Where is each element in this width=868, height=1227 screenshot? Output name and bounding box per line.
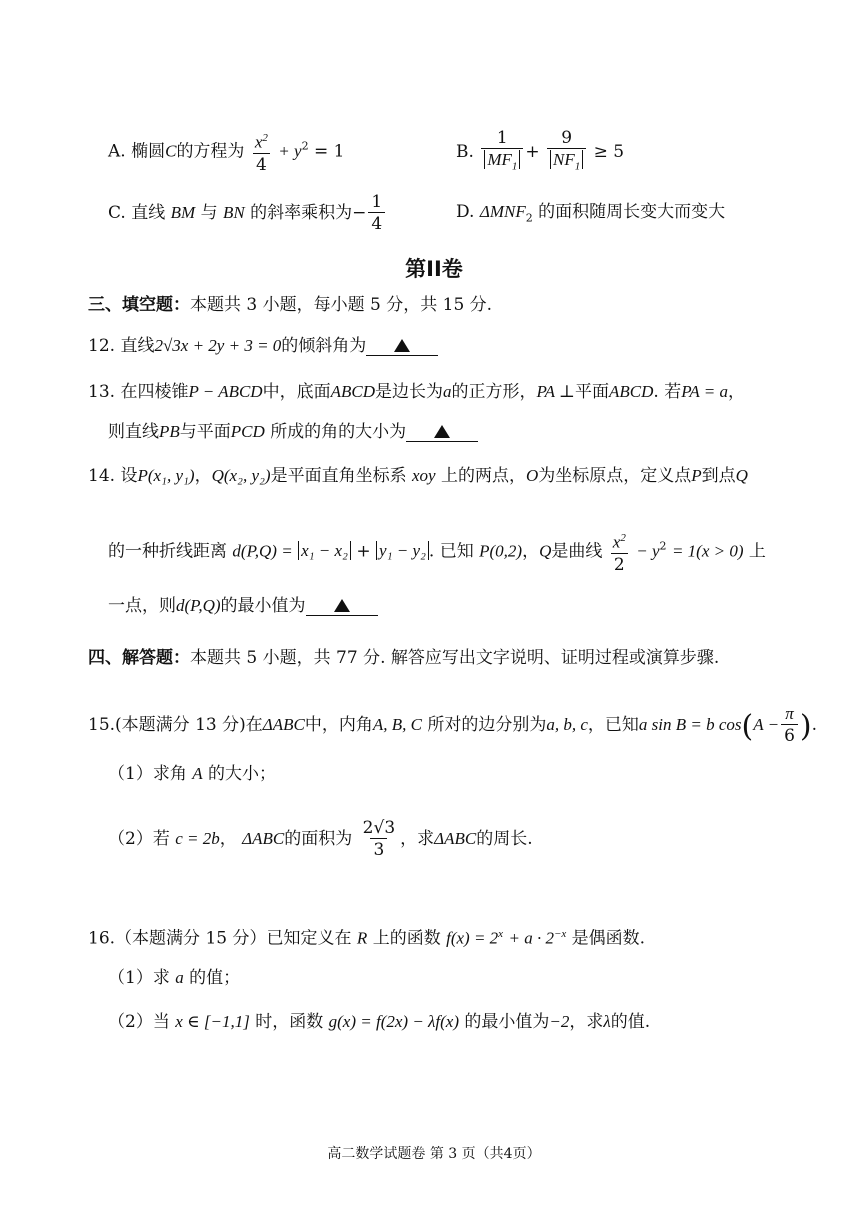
question-16-part1 <box>108 966 240 990</box>
q13-var5: ABCD <box>609 382 654 401</box>
question-14-line1 <box>88 464 748 488</box>
option-b-fraction-1 <box>481 128 523 177</box>
q14-var4: O <box>526 466 539 485</box>
frac-num-text: x <box>254 132 263 152</box>
q13-var4: PA ⊥ <box>536 382 575 401</box>
option-c-sign: − <box>352 203 367 223</box>
question-14-line3 <box>108 594 378 618</box>
option-c-frac-num: 1 <box>371 192 383 212</box>
question-15-part1 <box>108 762 276 786</box>
q16-p1-var: a <box>175 968 184 987</box>
q13-text2: 中，底面 <box>262 382 331 402</box>
option-c-fraction <box>368 192 385 235</box>
q16-p1-label: （1） <box>108 968 153 988</box>
q13-number: 13. <box>88 382 116 402</box>
option-d <box>456 200 725 230</box>
q14-text3: 是平面直角坐标系 <box>270 466 407 486</box>
q13-text7: ， <box>727 382 745 402</box>
q14-number: 14. <box>88 466 116 486</box>
question-15-part2 <box>108 818 533 861</box>
page-footer: 高二数学试题卷 第 3 页（共4页） <box>327 1146 541 1162</box>
option-a-var: C <box>165 141 177 161</box>
option-a-eq: = 1 <box>313 141 345 162</box>
q14-var8: P(0,2) <box>479 541 523 561</box>
q16-text3: 是偶函数. <box>571 928 646 949</box>
q15-p1-text1: 求角 <box>152 764 187 784</box>
option-c-text: 直线 <box>131 203 166 223</box>
option-c-text3: 的斜率乘积为 <box>250 203 353 223</box>
q14-text7: 的一种折线距离 <box>108 541 227 562</box>
q14-frac-num: $x^2$ <box>612 532 626 552</box>
q15-p2-fraction <box>360 818 398 861</box>
q14-text11: 上 <box>748 541 766 562</box>
option-a-text2: 的方程为 <box>176 141 245 162</box>
part4-header <box>88 646 719 670</box>
q15-p2-var2: ΔABC <box>242 829 285 848</box>
option-c-var2: BN <box>222 203 245 222</box>
q12-text1: 直线 <box>120 336 155 356</box>
q16-p2-text5: 的值. <box>610 1012 651 1032</box>
q15-var2: A, B, C <box>372 715 422 734</box>
q16-text2: 上的函数 <box>372 928 441 949</box>
option-b-frac2-num: 9 <box>561 128 573 148</box>
q15-var1: ΔABC <box>262 715 305 734</box>
q14-var3: xoy <box>412 466 436 485</box>
option-d-text: 的面积随周长变大而变大 <box>538 202 726 222</box>
q15-var3: a, b, c <box>546 715 588 734</box>
q12-answer-blank[interactable] <box>366 337 438 356</box>
question-13-line2 <box>108 420 478 444</box>
q16-p2-label: （2） <box>108 1012 153 1032</box>
frac-den-text: MF <box>487 150 512 169</box>
question-15: 15.(本题满分 13 分)在ΔABC中，内角A, B, C 所对的边分别为a, b, c，已知a sin B = b cos(A − $\frac{\pi}{6}$ ). <box>88 704 818 746</box>
q12-text2: 的倾斜角为 <box>281 336 367 356</box>
option-a-fraction <box>252 128 271 176</box>
option-b-frac1-den: $MF_1$ <box>481 148 523 177</box>
option-b-fraction-2 <box>547 128 586 177</box>
q15-frac-den: 6 <box>781 724 798 747</box>
q16-p2-var4: λ <box>603 1012 611 1031</box>
q14-answer-blank[interactable] <box>306 597 378 616</box>
option-c-var1: BM <box>170 203 196 222</box>
q15-p1-label: （1） <box>108 764 153 784</box>
q14-text5: 为坐标原点，定义点 <box>538 466 692 486</box>
question-12 <box>88 334 438 358</box>
part3-header <box>88 293 492 317</box>
q14-var6: Q <box>735 466 748 485</box>
q14-text1: 设 <box>120 466 138 486</box>
triangle-icon <box>434 425 450 438</box>
q13-text6: . 若 <box>653 382 682 402</box>
question-16-part2 <box>108 1010 650 1034</box>
q13-text8: 则直线 <box>108 422 159 442</box>
q15-text4: ，已知 <box>587 715 639 735</box>
q16-p2-var3: −2 <box>549 1012 570 1031</box>
q14-text8: . 已知 <box>428 541 474 562</box>
q16-var3: + a · 2 <box>508 928 554 948</box>
q15-text2: 中，内角 <box>304 715 373 735</box>
question-16: 16.（本题满分 15 分）已知定义在 R 上的函数 $f(x) = 2^x + a \cdot 2^{-x}$ 是偶函数. <box>88 928 646 949</box>
q12-expr: 2√3x + 2y + 3 = 0 <box>154 336 282 355</box>
q13-var7: PB <box>159 422 180 441</box>
q16-number: 16. <box>88 928 116 949</box>
q14-var2: Q(x₂, y₂) <box>211 466 271 485</box>
q14-text2: ， <box>194 466 212 486</box>
q15-p2-var3: ΔABC <box>434 829 477 848</box>
option-b: B. $\frac{1}{MF_1}$ + $\frac{9}{NF_1}$ ≥ 5 <box>456 128 624 177</box>
option-b-label: B. <box>456 142 474 163</box>
q15-p2-var1: c = 2b <box>175 829 220 848</box>
q16-text1: （本题满分 15 分）已知定义在 <box>115 928 352 949</box>
part4-desc: 本题共 5 小题，共 77 分. 解答应写出文字说明、证明过程或演算步骤. <box>190 648 720 668</box>
option-a-frac-den: 4 <box>253 153 270 176</box>
q16-p2-text3: 的最小值为 <box>464 1012 550 1032</box>
q14-var5: P <box>691 466 702 485</box>
option-b-rest: ≥ 5 <box>593 142 625 163</box>
q16-p2-text2: 时，函数 <box>255 1012 324 1032</box>
q13-var2: ABCD <box>330 382 375 401</box>
q15-p1-var: A <box>192 764 203 783</box>
q15-p2-text4: ，求 <box>400 829 435 849</box>
q16-var2: f(x) = 2 <box>446 928 499 948</box>
q15-p2-text1: 若 <box>152 829 170 849</box>
part3-desc: 本题共 3 小题，每小题 5 分，共 15 分. <box>190 295 493 315</box>
q13-var6: PA = a <box>681 382 728 401</box>
q14-var12: d(P,Q) <box>176 596 221 615</box>
option-c-frac-den: 4 <box>368 212 385 235</box>
q15-p2-text5: 的周长. <box>476 829 533 849</box>
option-b-frac2-den: $NF_1$ <box>547 148 586 177</box>
q13-var1: P − ABCD <box>188 382 263 401</box>
q16-var1: R <box>356 928 368 948</box>
triangle-icon <box>334 599 350 612</box>
section-title: 第II卷 <box>405 257 463 281</box>
q14-text13: 的最小值为 <box>220 596 306 616</box>
frac-den-text: NF <box>553 150 575 169</box>
q16-p1-text2: 的值； <box>189 968 241 988</box>
q13-text9: 与平面 <box>179 422 231 442</box>
q14-var7: d(P,Q) = <box>232 541 293 561</box>
q15-var5: A − <box>753 715 780 734</box>
q13-var3: a <box>442 382 452 401</box>
q15-p1-text2: 的大小； <box>208 764 277 784</box>
q14-plus: + <box>356 541 371 562</box>
q14-abs1: x₁ − x₂ <box>298 541 351 560</box>
part4-heading: 四、解答题： <box>88 648 190 668</box>
question-14-line2: 的一种折线距离 d(P,Q) = x₁ − x₂ + y₁ − y₂ . 已知 P(0,2)，Q是曲线 $\frac{x^2}{2}$ − $y^2 = 1(x > 0)$ 上 <box>108 528 766 576</box>
option-a-frac-num: $x^2$ <box>254 132 268 152</box>
q15-p2-text2: ， <box>219 829 237 849</box>
option-a: A. 椭圆C的方程为 $\frac{x^2}{4}$ + $y^2 = 1$ <box>108 128 344 176</box>
q13-text1: 在四棱锥 <box>120 382 189 402</box>
q14-fraction <box>610 528 629 576</box>
option-b-frac1-num: 1 <box>496 128 508 148</box>
option-d-sub: 2 <box>525 211 533 225</box>
option-c-label: C. <box>108 203 126 223</box>
frac-num-text: x <box>612 532 621 552</box>
q14-text12: 一点，则 <box>108 596 176 616</box>
q15-text1: (本题满分 13 分)在 <box>115 715 263 735</box>
q13-text5: 平面 <box>575 382 609 402</box>
q15-number: 15. <box>88 715 116 735</box>
q13-text3: 是边长为 <box>374 382 443 402</box>
q16-p2-var1: x ∈ [−1,1] <box>175 1012 250 1031</box>
q15-text5: . <box>811 715 818 735</box>
q14-text9: ， <box>522 541 540 562</box>
q15-p2-frac-num: 2√3 <box>362 818 396 838</box>
q16-p1-text1: 求 <box>152 968 170 988</box>
option-d-var: ΔMNF <box>479 202 526 221</box>
q13-text4: 的正方形， <box>451 382 537 402</box>
q16-p2-text4: ，求 <box>569 1012 604 1032</box>
q15-text3: 所对的边分别为 <box>427 715 547 735</box>
option-c-text2: 与 <box>200 203 218 223</box>
q15-p2-frac-den: 3 <box>370 838 387 861</box>
q13-var8: PCD <box>230 422 265 441</box>
q14-text10: 是曲线 <box>551 541 603 562</box>
q15-var4: a sin B = b cos <box>638 715 742 734</box>
triangle-icon <box>394 339 410 352</box>
q16-p2-var2: g(x) = f(2x) − λf(x) <box>328 1012 459 1031</box>
q14-abs2: y₁ − y₂ <box>376 541 429 560</box>
q13-answer-blank[interactable] <box>406 423 478 442</box>
question-13-line1 <box>88 380 745 404</box>
q14-frac-den: 2 <box>611 553 628 576</box>
part3-heading: 三、填空题： <box>88 295 190 315</box>
q12-number: 12. <box>88 336 116 356</box>
q15-fraction <box>781 704 798 747</box>
option-a-label: A. <box>108 141 126 162</box>
q14-text6: 到点 <box>701 466 736 486</box>
q14-var11: = 1(x > 0) <box>671 541 744 561</box>
option-a-rest: + y <box>278 141 302 161</box>
q15-frac-num: π <box>785 704 794 723</box>
q15-p2-text3: 的面积为 <box>284 829 353 849</box>
option-d-label: D. <box>456 202 475 222</box>
q13-text10: 所成的角的大小为 <box>270 422 407 442</box>
q15-p2-label: （2） <box>108 829 153 849</box>
option-c <box>108 192 387 235</box>
option-a-text: 椭圆 <box>131 141 166 162</box>
q14-text4: 上的两点， <box>441 466 526 486</box>
q16-p2-text1: 当 <box>152 1012 170 1032</box>
q14-var1: P(x₁, y₁) <box>137 466 195 485</box>
q14-var10: − y <box>636 541 660 561</box>
q14-var9: Q <box>539 541 552 561</box>
